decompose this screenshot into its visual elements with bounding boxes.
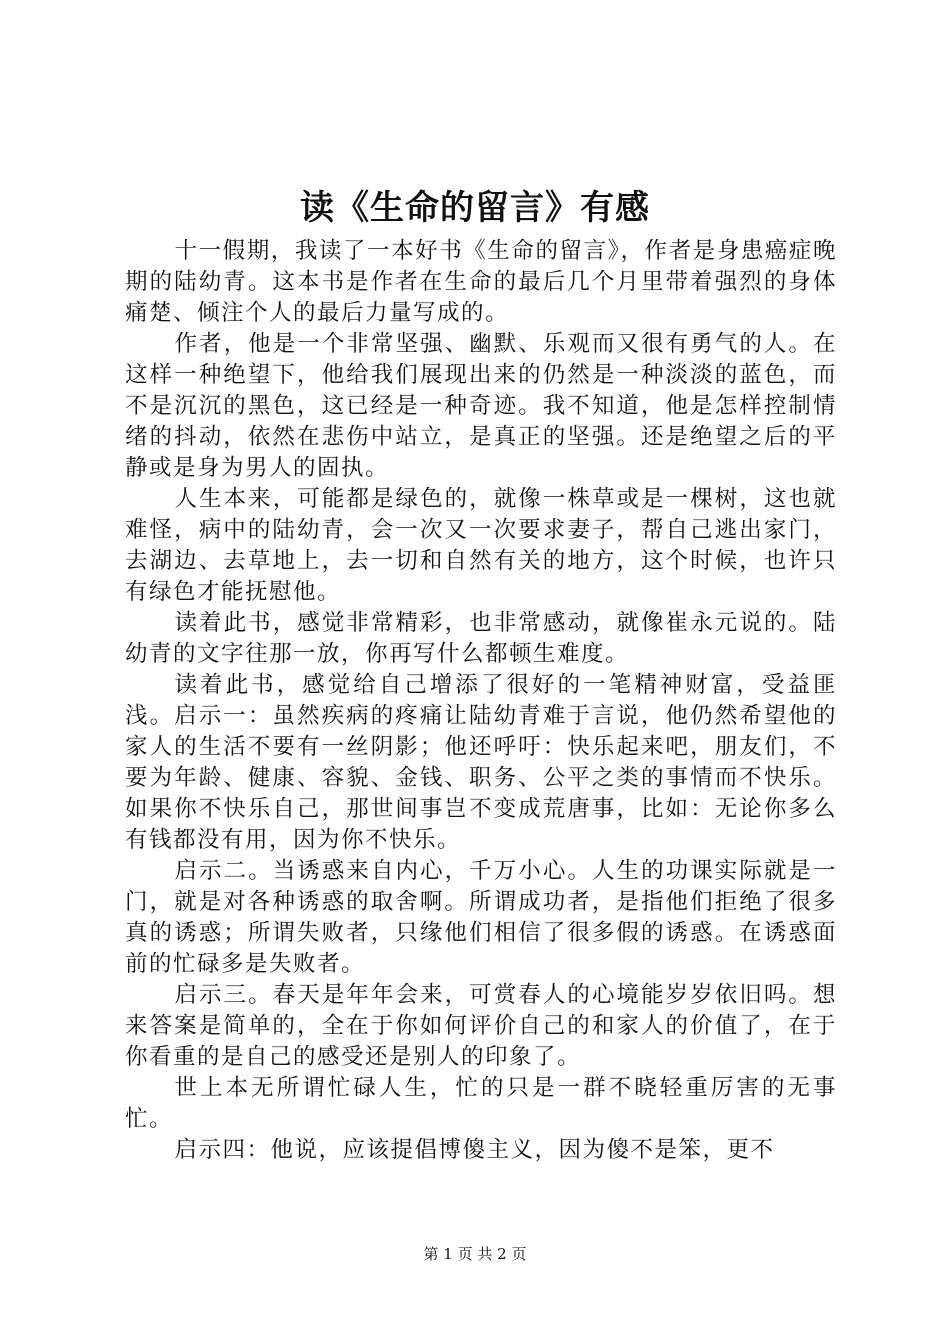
paragraph: 十一假期，我读了一本好书《生命的留言》，作者是身患癌症晚期的陆幼青。这本书是作者在生命的最后几个月里带着强烈的身体痛楚、倾注个人的最后力量写成的。: [125, 238, 837, 326]
paragraph: 启示三。春天是年年会来，可赏春人的心境能岁岁依旧吗。想来答案是简单的，全在于你如何评价自己的和家人的价值了，在于你看重的是自己的感受还是别人的印象了。: [125, 982, 837, 1070]
paragraph: 读着此书，感觉给自己增添了很好的一笔精神财富，受益匪浅。启示一：虽然疾病的疼痛让陆幼青难于言说，他仍然希望他的家人的生活不要有一丝阴影；他还呼吁：快乐起来吧，朋友们，不要为年龄、健康、容貌、金钱、职务、公平之类的事情而不快乐。如果你不快乐自己，那世间事岂不变成荒唐事，比如：无论你多么有钱都没有用，因为你不快乐。: [125, 672, 837, 853]
page-number-footer: 第 1 页 共 2 页: [423, 1245, 527, 1263]
paragraph: 启示二。当诱惑来自内心，千万小心。人生的功课实际就是一门，就是对各种诱惑的取舍啊。所谓成功者，是指他们拒绝了很多真的诱惑；所谓失败者，只缘他们相信了很多假的诱惑。在诱惑面前的忙碌多是失败者。: [125, 858, 837, 977]
document-title: 读《生命的留言》有感: [300, 188, 650, 228]
paragraph: 启示四：他说，应该提倡博傻主义，因为傻不是笨，更不: [174, 1137, 775, 1163]
paragraph: 人生本来，可能都是绿色的，就像一株草或是一棵树，这也就难怪，病中的陆幼青，会一次又一次要求妻子，帮自己逃出家门，去湖边、去草地上，去一切和自然有关的地方，这个时候，也许只有绿色才能抚慰他。: [125, 486, 837, 605]
document-body: [125, 236, 837, 1166]
paragraph: 世上本无所谓忙碌人生，忙的只是一群不晓轻重厉害的无事忙。: [125, 1075, 837, 1132]
paragraph: 作者，他是一个非常坚强、幽默、乐观而又很有勇气的人。在这样一种绝望下，他给我们展现出来的仍然是一种淡淡的蓝色，而不是沉沉的黑色，这已经是一种奇迹。我不知道，他是怎样控制情绪的抖动，依然在悲伤中站立，是真正的坚强。还是绝望之后的平静或是身为男人的固执。: [125, 331, 837, 481]
paragraph: 读着此书，感觉非常精彩，也非常感动，就像崔永元说的。陆幼青的文字往那一放，你再写什么都顿生难度。: [125, 610, 837, 667]
